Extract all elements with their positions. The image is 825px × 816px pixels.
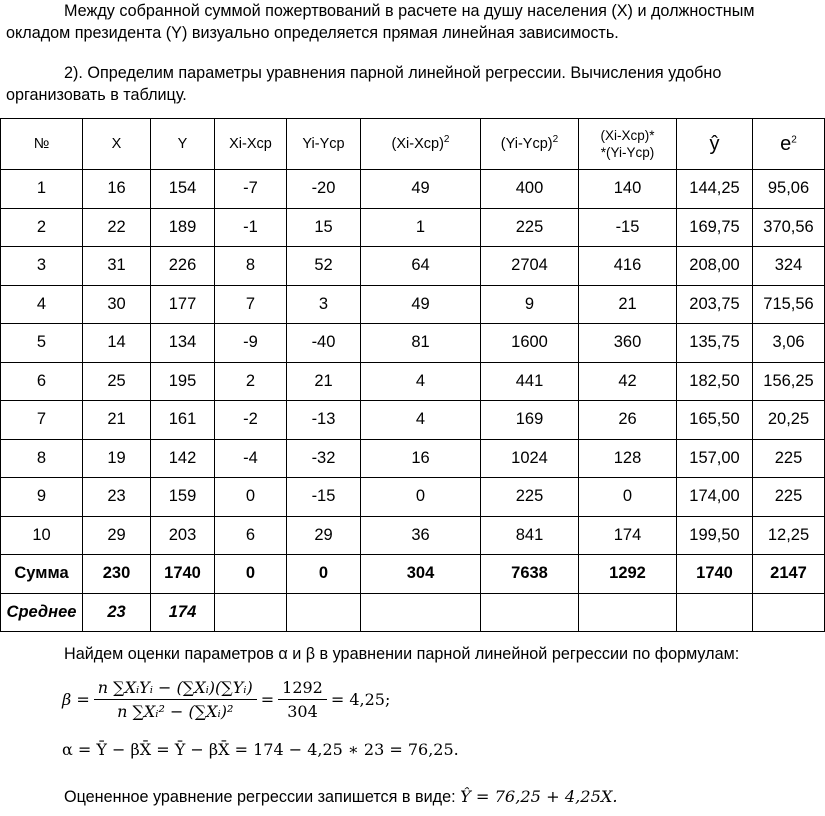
cell-y: 177: [151, 285, 215, 324]
cell-dx: -2: [215, 401, 287, 440]
avg-cell-no: Среднее: [1, 593, 83, 632]
cell-e2: 12,25: [753, 516, 825, 555]
cell-y: 134: [151, 324, 215, 363]
cell-dy2: 1024: [481, 439, 579, 478]
sum-cell-y: 1740: [151, 555, 215, 594]
cell-prod: 416: [579, 247, 677, 286]
header-dy2: $(Yi-Yср)^2$: [481, 119, 579, 170]
cell-dy: 21: [287, 362, 361, 401]
cell-dy: -32: [287, 439, 361, 478]
avg-cell-empty: [215, 593, 287, 632]
cell-yhat: 199,50: [677, 516, 753, 555]
cell-dx2: 4: [361, 362, 481, 401]
cell-dx2: 4: [361, 401, 481, 440]
intro-paragraph-2: 2). Определим параметры уравнения парной линейной регрессии. Вычисления удобно организовать в таблицу.: [6, 64, 722, 104]
cell-dx: -9: [215, 324, 287, 363]
cell-no: 3: [1, 247, 83, 286]
sum-cell-yhat: 1740: [677, 555, 753, 594]
cell-yhat: 182,50: [677, 362, 753, 401]
cell-dx: -7: [215, 170, 287, 209]
cell-prod: 140: [579, 170, 677, 209]
cell-y: 203: [151, 516, 215, 555]
cell-dy: 15: [287, 208, 361, 247]
cell-dx2: 36: [361, 516, 481, 555]
cell-dx: -4: [215, 439, 287, 478]
avg-cell-empty: [677, 593, 753, 632]
cell-x: 29: [83, 516, 151, 555]
avg-cell-empty: [753, 593, 825, 632]
sum-cell-dy2: 7638: [481, 555, 579, 594]
cell-e2: 95,06: [753, 170, 825, 209]
sum-cell-x: 230: [83, 555, 151, 594]
cell-prod: -15: [579, 208, 677, 247]
beta-fraction-values: $\frac{1292}{304}$: [278, 678, 327, 721]
cell-x: 21: [83, 401, 151, 440]
cell-e2: 324: [753, 247, 825, 286]
intro-paragraph-1: Между собранной суммой пожертвований в расчете на душу населения (X) и должностным окладом президента (Y) визуально определяется прямая линейная зависимость.: [6, 2, 755, 42]
cell-dx: 6: [215, 516, 287, 555]
cell-e2: 20,25: [753, 401, 825, 440]
final-equation-line: Оцененное уравнение регрессии запишется в виде: Ŷ = 76,25 + 4,25X.: [64, 787, 618, 806]
table-row: [1, 247, 825, 286]
cell-dx2: 1: [361, 208, 481, 247]
cell-x: 14: [83, 324, 151, 363]
cell-x: 23: [83, 478, 151, 517]
cell-no: 1: [1, 170, 83, 209]
cell-x: 19: [83, 439, 151, 478]
cell-yhat: 157,00: [677, 439, 753, 478]
table-row: [1, 478, 825, 517]
cell-no: 4: [1, 285, 83, 324]
cell-dy: 52: [287, 247, 361, 286]
table-row: [1, 285, 825, 324]
beta-formula: β = $\frac{\text{n ∑XᵢYᵢ − (∑Xᵢ)(∑Yᵢ)}}{\text{n ∑Xᵢ² − (∑Xᵢ)²}}$ = $\frac{1292}{304}$ = 4,25;: [62, 678, 391, 721]
alpha-formula: α = Ȳ − βX̄ = Ȳ − βX̄ = 174 − 4,25 ∗ 23 = 76,25.: [62, 740, 459, 759]
table-row: [1, 516, 825, 555]
average-row: [1, 593, 825, 632]
cell-e2: 225: [753, 439, 825, 478]
cell-no: 5: [1, 324, 83, 363]
cell-dy: -15: [287, 478, 361, 517]
cell-y: 195: [151, 362, 215, 401]
cell-prod: 0: [579, 478, 677, 517]
table-row: [1, 170, 825, 209]
header-e2: $e^2$: [753, 119, 825, 170]
cell-dx2: 0: [361, 478, 481, 517]
cell-no: 6: [1, 362, 83, 401]
avg-cell-empty: [579, 593, 677, 632]
sum-cell-dy: 0: [287, 555, 361, 594]
cell-e2: 3,06: [753, 324, 825, 363]
cell-e2: 715,56: [753, 285, 825, 324]
cell-dy2: 441: [481, 362, 579, 401]
cell-no: 9: [1, 478, 83, 517]
cell-e2: 370,56: [753, 208, 825, 247]
cell-x: 31: [83, 247, 151, 286]
sum-cell-no: Сумма: [1, 555, 83, 594]
cell-dx2: 49: [361, 285, 481, 324]
cell-dx: 0: [215, 478, 287, 517]
cell-yhat: 203,75: [677, 285, 753, 324]
cell-prod: 128: [579, 439, 677, 478]
header-no: №: [1, 119, 83, 170]
table-row: [1, 439, 825, 478]
cell-y: 142: [151, 439, 215, 478]
cell-dy2: 9: [481, 285, 579, 324]
cell-e2: 156,25: [753, 362, 825, 401]
cell-y: 159: [151, 478, 215, 517]
table-row: [1, 401, 825, 440]
cell-dy: -20: [287, 170, 361, 209]
cell-no: 2: [1, 208, 83, 247]
cell-no: 10: [1, 516, 83, 555]
cell-prod: 26: [579, 401, 677, 440]
formulas-intro: Найдем оценки параметров α и β в уравнении парной линейной регрессии по формулам:: [64, 645, 740, 663]
cell-dy2: 400: [481, 170, 579, 209]
cell-dy: 29: [287, 516, 361, 555]
header-x: X: [83, 119, 151, 170]
table-row: [1, 362, 825, 401]
cell-x: 16: [83, 170, 151, 209]
sum-cell-dx: 0: [215, 555, 287, 594]
avg-cell-x: 23: [83, 593, 151, 632]
cell-no: 7: [1, 401, 83, 440]
cell-dy: -13: [287, 401, 361, 440]
sum-cell-prod: 1292: [579, 555, 677, 594]
table-row: [1, 208, 825, 247]
final-equation: Ŷ = 76,25 + 4,25X.: [460, 787, 618, 806]
cell-dy2: 1600: [481, 324, 579, 363]
cell-no: 8: [1, 439, 83, 478]
cell-x: 25: [83, 362, 151, 401]
cell-dx2: 81: [361, 324, 481, 363]
avg-cell-empty: [481, 593, 579, 632]
cell-dy2: 841: [481, 516, 579, 555]
cell-dx2: 16: [361, 439, 481, 478]
cell-x: 30: [83, 285, 151, 324]
cell-dy2: 225: [481, 478, 579, 517]
cell-dx: 2: [215, 362, 287, 401]
cell-e2: 225: [753, 478, 825, 517]
cell-yhat: 174,00: [677, 478, 753, 517]
cell-prod: 360: [579, 324, 677, 363]
header-y: Y: [151, 119, 215, 170]
cell-dy2: 169: [481, 401, 579, 440]
header-product: (Xi-Xср)* *(Yi-Yср): [579, 119, 677, 170]
sum-cell-dx2: 304: [361, 555, 481, 594]
header-dx2: $(Xi-Xср)^2$: [361, 119, 481, 170]
avg-cell-empty: [361, 593, 481, 632]
cell-dy: -40: [287, 324, 361, 363]
header-yhat: ŷ: [677, 119, 753, 170]
cell-dx: -1: [215, 208, 287, 247]
cell-yhat: 169,75: [677, 208, 753, 247]
cell-yhat: 144,25: [677, 170, 753, 209]
cell-yhat: 208,00: [677, 247, 753, 286]
cell-dx: 8: [215, 247, 287, 286]
table-header-row: [1, 119, 825, 170]
cell-yhat: 135,75: [677, 324, 753, 363]
cell-dy: 3: [287, 285, 361, 324]
header-dx: Xi-Xср: [215, 119, 287, 170]
sum-row: [1, 555, 825, 594]
cell-yhat: 165,50: [677, 401, 753, 440]
sum-cell-e2: 2147: [753, 555, 825, 594]
cell-prod: 21: [579, 285, 677, 324]
cell-prod: 174: [579, 516, 677, 555]
cell-dx: 7: [215, 285, 287, 324]
avg-cell-empty: [287, 593, 361, 632]
cell-y: 161: [151, 401, 215, 440]
cell-dx2: 64: [361, 247, 481, 286]
cell-dy2: 225: [481, 208, 579, 247]
beta-fraction-general: $\frac{\text{n ∑XᵢYᵢ − (∑Xᵢ)(∑Yᵢ)}}{\text{n ∑Xᵢ² − (∑Xᵢ)²}}$: [94, 678, 257, 721]
table-row: [1, 324, 825, 363]
cell-y: 226: [151, 247, 215, 286]
cell-dy2: 2704: [481, 247, 579, 286]
cell-prod: 42: [579, 362, 677, 401]
cell-dx2: 49: [361, 170, 481, 209]
cell-x: 22: [83, 208, 151, 247]
cell-y: 154: [151, 170, 215, 209]
cell-y: 189: [151, 208, 215, 247]
avg-cell-y: 174: [151, 593, 215, 632]
header-dy: Yi-Yср: [287, 119, 361, 170]
regression-table: [0, 118, 825, 632]
